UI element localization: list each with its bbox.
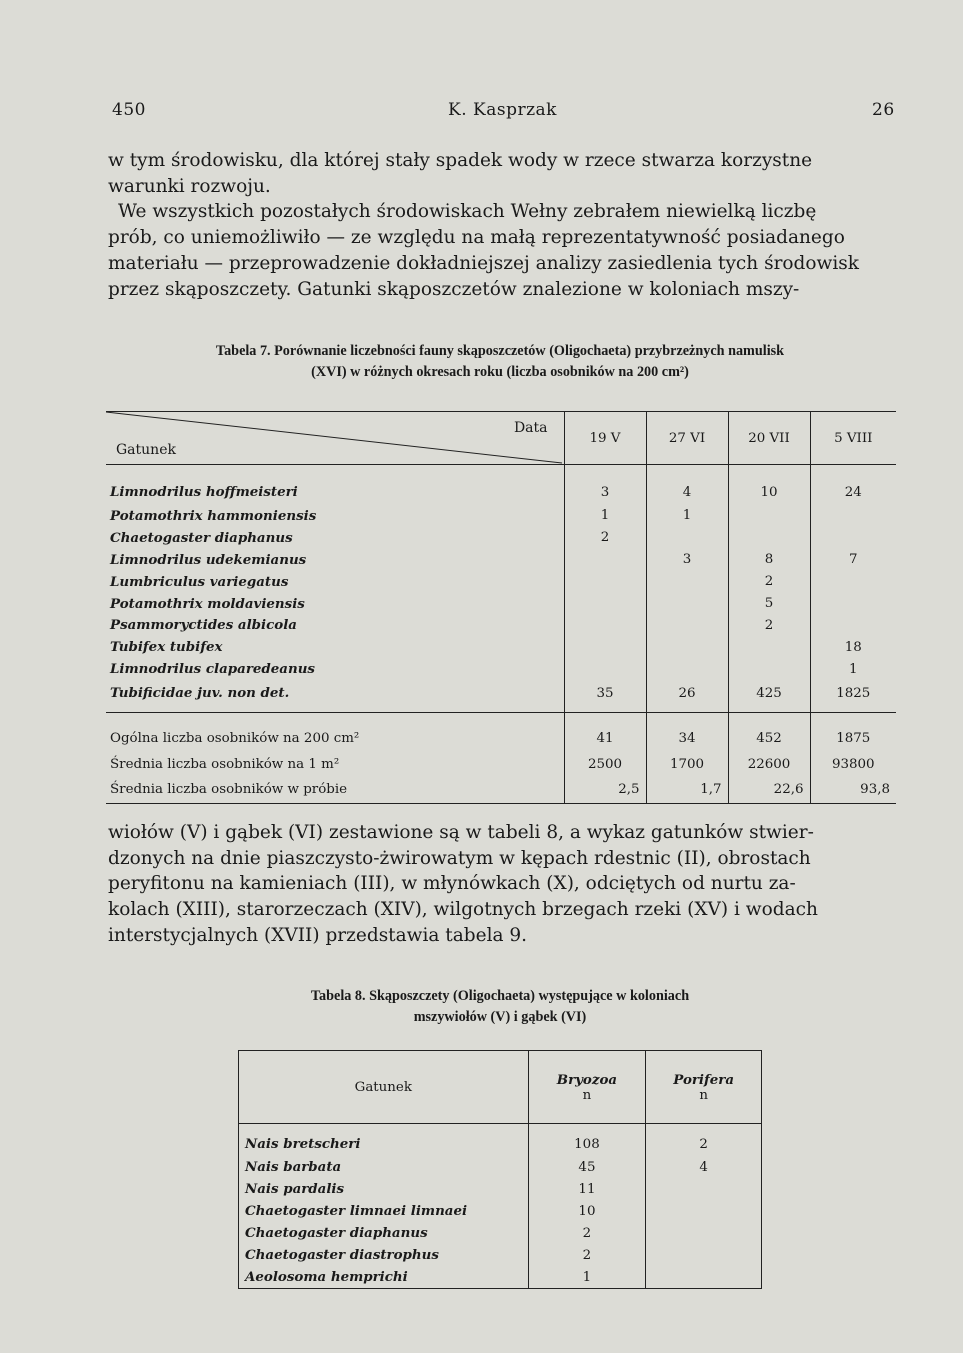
table-row — [106, 505, 896, 527]
summary-label: Ogólna liczba osobników na 200 cm² — [106, 713, 564, 754]
summary-value: 34 — [646, 713, 728, 754]
species-name: Limnodrilus hoffmeisteri — [110, 484, 298, 500]
count-cell: 10 — [728, 465, 810, 506]
count-cell: 3 — [646, 549, 728, 571]
count-cell: 11 — [528, 1178, 646, 1200]
count-cell — [564, 593, 646, 615]
column-header: 5 VIII — [810, 412, 896, 465]
count-cell — [810, 593, 896, 615]
page-number: 450 — [112, 100, 146, 120]
count-cell — [564, 571, 646, 593]
species-name: Potamothrix moldaviensis — [110, 595, 305, 612]
count-cell — [564, 658, 646, 680]
count-cell: 2 — [528, 1222, 646, 1244]
text-line: warunki rozwoju. — [108, 175, 271, 197]
count-cell: 2 — [728, 571, 810, 593]
count-cell: 7 — [810, 549, 896, 571]
summary-value: 2,5 — [564, 775, 646, 804]
count-cell: 1 — [646, 505, 728, 527]
table-row — [106, 527, 896, 549]
count-cell — [810, 527, 896, 549]
text-line: We wszystkich pozostałych środowiskach Wełny zebrałem niewielką liczbę — [118, 201, 817, 223]
count-cell — [646, 658, 728, 680]
count-cell: 24 — [810, 465, 896, 506]
header-porifera — [646, 1051, 762, 1124]
count-cell — [646, 614, 728, 636]
table-7-caption — [100, 341, 900, 383]
count-cell — [564, 549, 646, 571]
header-gatunek: Gatunek — [116, 442, 176, 458]
count-cell — [646, 1244, 762, 1266]
table-row — [239, 1200, 762, 1222]
count-cell — [810, 614, 896, 636]
count-cell — [564, 636, 646, 658]
species-name: Chaetogaster limnaei limnaei — [239, 1200, 529, 1222]
column-header: 19 V — [564, 412, 646, 465]
caption-line: Tabela 8. Skąposzczety (Oligochaeta) występujące w koloniach — [310, 988, 690, 1004]
text-line: kolach (XIII), starorzeczach (XIV), wilgotnych brzegach rzeki (XV) i wodach — [108, 899, 818, 921]
summary-row — [106, 753, 896, 775]
count-cell — [728, 658, 810, 680]
count-cell — [646, 1200, 762, 1222]
count-cell — [646, 1222, 762, 1244]
text-line: interstycjalnych (XVII) przedstawia tabela 9. — [108, 924, 528, 946]
count-cell — [646, 593, 728, 615]
species-name: Tubifex tubifex — [110, 639, 223, 656]
text-line: prób, co uniemożliwiło — ze względu na małą reprezentatywność posiadanego — [108, 227, 845, 249]
species-name: Nais bretscheri — [239, 1124, 529, 1157]
text-line: peryfitonu na kamieniach (III), w młynówkach (X), odciętych od nurtu za- — [108, 873, 796, 895]
species-name: Aeolosoma hemprichi — [239, 1266, 529, 1289]
count-cell: 10 — [528, 1200, 646, 1222]
count-cell: 2 — [528, 1244, 646, 1266]
text-line: materiału — przeprowadzenie dokładniejszej analizy zasiedlenia tych środowisk — [108, 252, 859, 274]
header-gatunek: Gatunek — [239, 1051, 529, 1124]
header-bryozoa — [528, 1051, 646, 1124]
species-name: Limnodrilus udekemianus — [110, 551, 307, 568]
species-name: Potamothrix hammoniensis — [110, 507, 317, 524]
table-8-caption — [200, 986, 800, 1028]
table-row — [106, 593, 896, 615]
count-cell — [810, 505, 896, 527]
count-cell — [810, 571, 896, 593]
count-cell — [728, 636, 810, 658]
summary-value: 93800 — [810, 753, 896, 775]
count-cell — [564, 614, 646, 636]
count-cell: 2 — [728, 614, 810, 636]
summary-value: 93,8 — [810, 775, 896, 804]
species-name: Nais pardalis — [239, 1178, 529, 1200]
count-cell: 2 — [646, 1124, 762, 1157]
summary-value: 22600 — [728, 753, 810, 775]
count-cell: 5 — [728, 593, 810, 615]
count-cell: 3 — [564, 465, 646, 506]
summary-row — [106, 713, 896, 754]
table-row — [239, 1178, 762, 1200]
count-cell: 2 — [564, 527, 646, 549]
text-line: wiołów (V) i gąbek (VI) zestawione są w tabeli 8, a wykaz gatunków stwier- — [108, 822, 814, 843]
summary-label: Średnia liczba osobników w próbie — [106, 775, 564, 804]
table-header-row — [239, 1051, 762, 1124]
count-cell — [728, 527, 810, 549]
table-row — [106, 571, 896, 593]
header-title: Bryozoa — [556, 1071, 618, 1088]
count-cell: 8 — [728, 549, 810, 571]
paragraph-1 — [108, 148, 900, 302]
summary-row — [106, 775, 896, 804]
count-cell: 45 — [528, 1156, 646, 1178]
caption-line: (XVI) w różnych okresach roku (liczba osobników na 200 cm²) — [311, 364, 689, 380]
column-header: 27 VI — [646, 412, 728, 465]
summary-label: Średnia liczba osobników na 1 m² — [110, 756, 340, 772]
table-row — [106, 465, 896, 506]
count-cell: 1 — [564, 505, 646, 527]
text-line: przez skąposzczety. Gatunki skąposzczetów znalezione w koloniach mszy- — [108, 278, 800, 300]
caption-line: mszywiołów (V) i gąbek (VI) — [413, 1009, 587, 1025]
count-cell — [728, 505, 810, 527]
table-header-row — [106, 412, 896, 465]
text-line: w tym środowisku, dla której stały spadek wody w rzece stwarza korzystne — [108, 150, 813, 171]
species-name: Lumbriculus variegatus — [110, 573, 289, 590]
volume-number: 26 — [872, 100, 895, 120]
count-cell: 4 — [646, 465, 728, 506]
table-row — [239, 1244, 762, 1266]
species-name: Chaetogaster diaphanus — [110, 529, 293, 546]
table-row — [106, 614, 896, 636]
species-name: Chaetogaster diastrophus — [239, 1244, 529, 1266]
text-line: dzonych na dnie piaszczysto-żwirowatym w kępach rdestnic (II), obrostach — [108, 847, 811, 869]
table-8 — [238, 1050, 762, 1289]
count-cell: 1825 — [810, 680, 896, 713]
summary-value: 1700 — [646, 753, 728, 775]
paragraph-2 — [108, 820, 900, 949]
table-row — [239, 1266, 762, 1289]
column-header: 20 VII — [728, 412, 810, 465]
summary-value: 1,7 — [646, 775, 728, 804]
summary-value: 1875 — [810, 713, 896, 754]
summary-value: 452 — [728, 713, 810, 754]
header-title: Porifera — [673, 1071, 735, 1088]
species-name: Chaetogaster diaphanus — [239, 1222, 529, 1244]
header-data: Data — [513, 420, 548, 436]
count-cell — [646, 1178, 762, 1200]
summary-value: 41 — [564, 713, 646, 754]
table-row — [239, 1124, 762, 1157]
count-cell: 18 — [810, 636, 896, 658]
count-cell: 26 — [646, 680, 728, 713]
table-7 — [106, 411, 896, 804]
count-cell: 1 — [810, 658, 896, 680]
running-author: K. Kasprzak — [448, 100, 557, 120]
table-row — [106, 658, 896, 680]
species-name: Tubificidae juv. non det. — [110, 685, 290, 702]
header-sub: n — [582, 1087, 592, 1103]
table-row — [106, 680, 896, 713]
species-name: Psammoryctides albicola — [110, 617, 297, 634]
count-cell: 108 — [528, 1124, 646, 1157]
header-sub: n — [699, 1087, 708, 1103]
species-name: Nais barbata — [239, 1156, 529, 1178]
count-cell — [646, 527, 728, 549]
summary-value: 2500 — [564, 753, 646, 775]
table-row — [106, 549, 896, 571]
table-row — [239, 1222, 762, 1244]
count-cell — [646, 636, 728, 658]
count-cell — [646, 1266, 762, 1289]
table-row — [239, 1156, 762, 1178]
count-cell — [646, 571, 728, 593]
table-row — [106, 636, 896, 658]
summary-value: 22,6 — [728, 775, 810, 804]
diagonal-header-cell — [106, 412, 564, 465]
count-cell: 35 — [564, 680, 646, 713]
count-cell: 4 — [646, 1156, 762, 1178]
species-name: Limnodrilus claparedeanus — [110, 661, 315, 678]
count-cell: 1 — [528, 1266, 646, 1289]
caption-line: Tabela 7. Porównanie liczebności fauny skąposzczetów (Oligochaeta) przybrzeżnych namulisk — [215, 343, 785, 359]
count-cell: 425 — [728, 680, 810, 713]
